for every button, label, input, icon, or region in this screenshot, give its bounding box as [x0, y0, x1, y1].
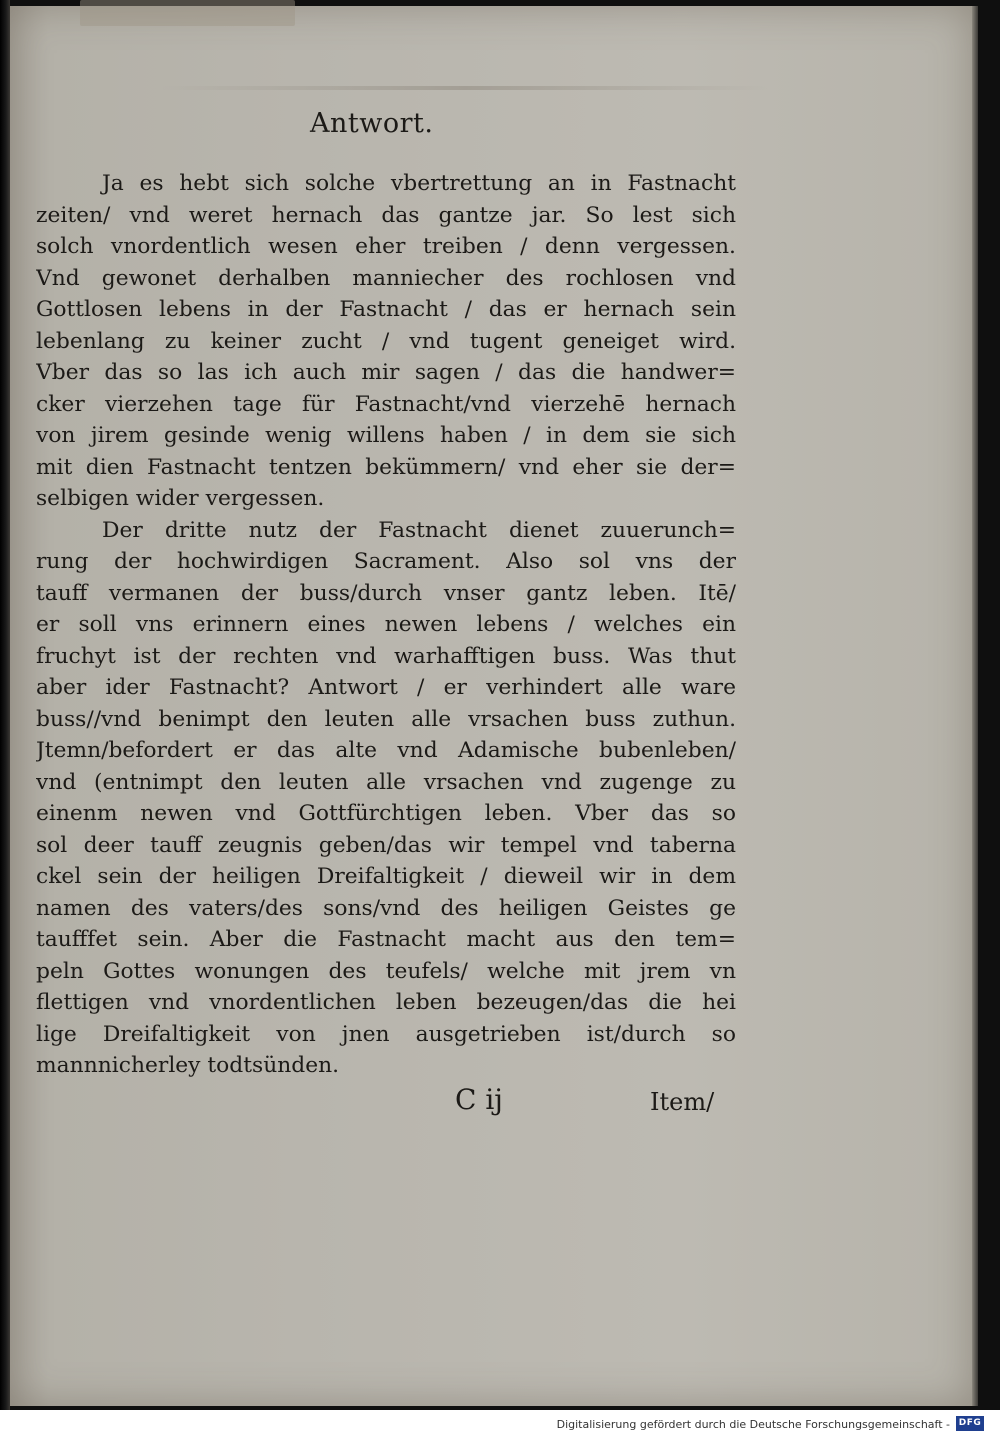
text-line: ckel sein der heiligen Dreifaltigkeit / dieweil wir in dem [36, 864, 736, 889]
text-line: fruchyt ist der rechten vnd warhafftigen buss. Was thut [36, 643, 736, 669]
catchword: Item/ [650, 1088, 715, 1116]
paper-stain [80, 0, 295, 26]
text-line: tauff vermanen der buss/durch vnser gantz leben. Itē/ [36, 580, 736, 606]
page-edge [972, 6, 978, 1406]
text-line: peln Gottes wonungen des teufels/ welche mit jrem vn [36, 958, 736, 984]
text-line: cker vierzehen tage für Fastnacht/vnd vierzehē hernach [36, 391, 736, 417]
text-line: von jirem gesinde wenig willens haben / in dem sie sich [36, 423, 736, 448]
text-line: lige Dreifaltigkeit von jnen ausgetrieben ist/durch so [36, 1021, 736, 1047]
text-line: taufffet sein. Aber die Fastnacht macht aus den tem= [36, 927, 736, 952]
funding-credit: Digitalisierung gefördert durch die Deutsche Forschungsgemeinschaft - [556, 1418, 950, 1431]
text-line: vnd (entnimpt den leuten alle vrsachen vnd zugenge zu [36, 769, 736, 795]
text-line: er soll vns erinnern eines newen lebens / welches ein [36, 612, 736, 637]
text-line: einenm newen vnd Gottfürchtigen leben. Vber das so [36, 801, 736, 826]
text-line: aber ider Fastnacht? Antwort / er verhindert alle ware [36, 675, 736, 700]
page-body-text [36, 168, 736, 1082]
text-line: Gottlosen lebens in der Fastnacht / das er hernach sein [36, 297, 736, 322]
text-line: buss//vnd benimpt den leuten alle vrsachen buss zuthun. [36, 706, 736, 732]
signature-mark: C ij [455, 1083, 503, 1116]
text-line: sol deer tauff zeugnis geben/das wir tempel vnd taberna [36, 832, 736, 858]
text-line: selbigen wider vergessen. [36, 486, 325, 511]
text-line: Jtemn/befordert er das alte vnd Adamische bubenleben/ [36, 738, 736, 763]
running-head: Antwort. [310, 108, 434, 139]
text-line: flettigen vnd vnordentlichen leben bezeugen/das die hei [36, 990, 736, 1015]
text-line: Ja es hebt sich solche vbertrettung an in Fastnacht [102, 171, 736, 196]
text-line: namen des vaters/des sons/vnd des heiligen Geistes ge [36, 895, 736, 921]
dfg-logo: DFG [956, 1416, 984, 1431]
text-line: Vber das so las ich auch mir sagen / das die handwer= [36, 360, 736, 385]
text-line: Vnd gewonet derhalben manniecher des rochlosen vnd [36, 265, 736, 291]
text-line: zeiten/ vnd weret hernach das gantze jar. So lest sich [36, 202, 736, 228]
text-line: mannnicherley todtsünden. [36, 1053, 340, 1078]
text-line: lebenlang zu keiner zucht / vnd tugent geneiget wird. [36, 328, 736, 354]
ink-bleed-through [160, 86, 770, 90]
text-line: solch vnordentlich wesen eher treiben / denn vergessen. [36, 234, 736, 259]
text-line: Der dritte nutz der Fastnacht dienet zuuerunch= [102, 517, 736, 543]
book-binding [0, 0, 10, 1410]
text-line: rung der hochwirdigen Sacrament. Also sol vns der [36, 549, 736, 574]
text-line: mit dien Fastnacht tentzen bekümmern/ vnd eher sie der= [36, 454, 736, 480]
